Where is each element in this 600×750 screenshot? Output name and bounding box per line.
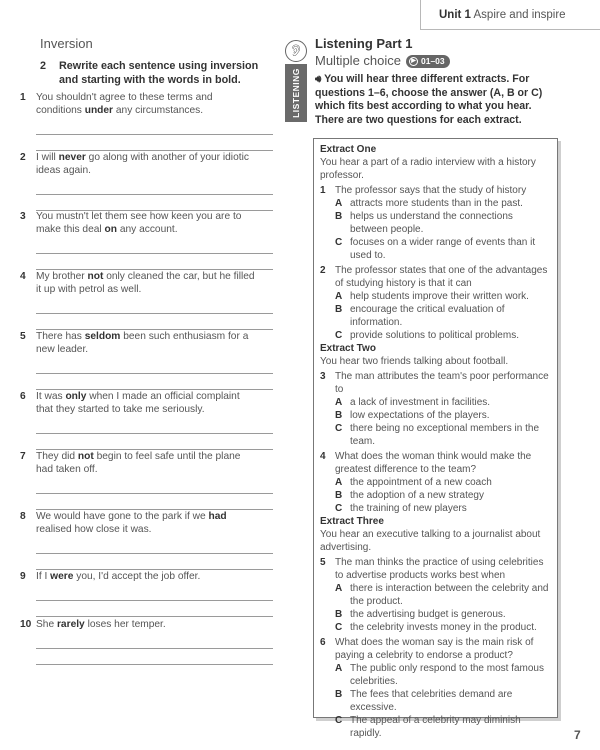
- answer-option[interactable]: [320, 608, 551, 621]
- listening-instruction: [315, 73, 560, 127]
- answer-line[interactable]: [36, 493, 273, 494]
- option-text: attracts more students than in the past.: [350, 198, 523, 209]
- answer-line[interactable]: [36, 664, 273, 665]
- option-letter: B: [335, 689, 343, 700]
- item-text-post: when I made an official complaint that they started to take me seriously.: [36, 391, 240, 415]
- item-text-post: realised how close it was.: [36, 524, 152, 535]
- unit-title: Aspire and inspire: [473, 9, 566, 21]
- item-text-post: go along with another of your idiotic ideas again.: [36, 152, 249, 176]
- item-text-post: loses her temper.: [84, 619, 166, 630]
- item-number: 4: [20, 271, 26, 282]
- answer-line[interactable]: [36, 253, 273, 254]
- item-text: [36, 210, 256, 236]
- item-text: [36, 151, 256, 177]
- item-text-pre: She: [36, 619, 57, 630]
- answer-option[interactable]: [320, 210, 551, 236]
- question-number: 5: [320, 557, 326, 568]
- ear-icon: 👂︎: [285, 40, 307, 62]
- item-text-post: been such enthusiasm for a new leader.: [36, 331, 249, 355]
- answer-line[interactable]: [36, 553, 273, 554]
- item-text: [36, 570, 200, 583]
- audio-icon: ▶: [409, 57, 418, 66]
- extract-title: Extract Two: [320, 343, 376, 354]
- item-text-pre: It was: [36, 391, 66, 402]
- exercise-item: [20, 151, 256, 177]
- question-text: The man thinks the practice of using celebrities to advertise products works best when: [335, 557, 544, 581]
- extract-title: Extract Three: [320, 516, 384, 527]
- item-number: 3: [20, 211, 26, 222]
- answer-option[interactable]: [320, 303, 551, 329]
- audio-track-badge[interactable]: [406, 55, 450, 68]
- option-text: help students improve their written work.: [350, 291, 529, 302]
- item-keyword: not: [77, 451, 94, 462]
- option-letter: B: [335, 211, 343, 222]
- instruction-option: A: [493, 86, 502, 99]
- item-keyword: seldom: [84, 331, 121, 342]
- question-number: 4: [320, 451, 326, 462]
- item-number: 10: [20, 619, 32, 630]
- question-number: 1: [320, 185, 326, 196]
- instruction-text: [59, 59, 280, 87]
- item-text-post: any account.: [116, 224, 178, 235]
- answer-option[interactable]: [320, 236, 551, 262]
- option-letter: A: [335, 663, 343, 674]
- answer-option[interactable]: [320, 422, 551, 448]
- option-letter: A: [335, 291, 343, 302]
- answer-option[interactable]: [320, 662, 551, 688]
- item-keyword: not: [87, 271, 104, 282]
- answer-option[interactable]: [320, 582, 551, 608]
- instruction-pre: Rewrite each sentence using inversion and starting with the words in: [59, 60, 259, 86]
- question-number: 2: [320, 265, 326, 276]
- listening-title: Listening Part 1: [315, 36, 413, 51]
- answer-option[interactable]: [320, 621, 551, 634]
- question-text: The professor states that one of the advantages of studying history is that it can: [335, 265, 548, 289]
- unit-number: Unit 1: [439, 9, 471, 21]
- option-text: The fees that celebrities demand are excessive.: [350, 689, 513, 713]
- item-text-pre: You shouldn't agree to these terms and conditions: [36, 92, 213, 116]
- instruction-range: 1–6: [367, 86, 386, 99]
- instruction-part: ) which fits best according to what you hear. There are two questions for each extract.: [315, 86, 543, 126]
- exercise-item: [20, 91, 256, 117]
- option-letter: C: [335, 503, 343, 514]
- item-text-pre: If I: [36, 571, 51, 582]
- option-letter: B: [335, 609, 343, 620]
- option-letter: C: [335, 330, 343, 341]
- answer-line[interactable]: [36, 134, 273, 135]
- option-letter: A: [335, 583, 343, 594]
- question-text: The professor says that the study of history: [335, 185, 527, 196]
- item-text-pre: I will: [36, 152, 59, 163]
- listening-label-bar: [285, 64, 307, 122]
- option-text: the adoption of a new strategy: [350, 490, 484, 501]
- listening-label: LISTENING: [291, 68, 301, 118]
- option-text: provide solutions to political problems.: [350, 330, 519, 341]
- exercise-number: 2: [40, 60, 47, 72]
- question: [320, 370, 551, 396]
- item-text-post: any circumstances.: [113, 105, 204, 116]
- option-letter: A: [335, 198, 343, 209]
- item-text: [36, 330, 256, 356]
- option-letter: A: [335, 477, 343, 488]
- item-keyword: were: [50, 571, 74, 582]
- item-keyword: only: [65, 391, 87, 402]
- instruction-option: C: [531, 86, 539, 99]
- inversion-section: [40, 36, 280, 87]
- item-text-pre: My brother: [36, 271, 88, 282]
- listening-subtitle: Multiple choice: [315, 53, 401, 68]
- listening-section: [315, 36, 560, 127]
- answer-option[interactable]: [320, 714, 551, 740]
- item-keyword: had: [208, 511, 227, 522]
- unit-header: [420, 0, 600, 30]
- exercise-item: [20, 210, 256, 236]
- option-text: the training of new players: [350, 503, 467, 514]
- extract-title: Extract One: [320, 144, 377, 155]
- answer-line[interactable]: [36, 616, 273, 617]
- option-text: the appointment of a new coach: [350, 477, 492, 488]
- question: [320, 184, 551, 197]
- option-letter: C: [335, 715, 343, 726]
- option-text: The appeal of a celebrity may diminish rapidly.: [350, 715, 521, 739]
- instruction-option: B: [506, 86, 515, 99]
- item-number: 9: [20, 571, 26, 582]
- extract-intro: You hear a part of a radio interview with a history professor.: [320, 157, 536, 181]
- item-text-post: you, I'd accept the job offer.: [73, 571, 201, 582]
- instruction-post: .: [237, 74, 241, 86]
- option-text: encourage the critical evaluation of information.: [350, 304, 505, 328]
- answer-line[interactable]: [36, 600, 273, 601]
- item-text-post: only cleaned the car, but he filled it up with petrol as well.: [36, 271, 255, 295]
- option-letter: C: [335, 622, 343, 633]
- item-text: [36, 450, 256, 476]
- question: [320, 450, 551, 476]
- option-text: the celebrity invests money in the product.: [350, 622, 537, 633]
- option-text: helps us understand the connections between people.: [350, 211, 513, 235]
- answer-option[interactable]: [320, 396, 551, 409]
- option-letter: A: [335, 397, 343, 408]
- answer-line[interactable]: [36, 313, 273, 314]
- item-number: 1: [20, 92, 26, 103]
- option-letter: B: [335, 490, 343, 501]
- option-letter: C: [335, 423, 343, 434]
- exercise-item: [20, 450, 256, 476]
- item-number: 6: [20, 391, 26, 402]
- item-number: 7: [20, 451, 26, 462]
- answer-option[interactable]: [320, 476, 551, 489]
- answer-option[interactable]: [320, 409, 551, 422]
- extract-intro: You hear two friends talking about football.: [320, 356, 509, 367]
- exercise-item: [20, 330, 256, 356]
- instruction-part: , choose the answer (: [385, 86, 494, 99]
- answer-option[interactable]: [320, 329, 551, 342]
- item-number: 2: [20, 152, 26, 163]
- item-text: [36, 91, 256, 117]
- section-title: Inversion: [40, 36, 93, 51]
- instruction-part: You will hear three different extracts. For questions: [315, 73, 530, 99]
- exercise-item: [20, 510, 256, 536]
- item-keyword: on: [104, 224, 117, 235]
- item-text-pre: They did: [36, 451, 78, 462]
- item-text-pre: We would have gone to the park if we: [36, 511, 209, 522]
- item-keyword: under: [84, 105, 114, 116]
- item-number: 5: [20, 331, 26, 342]
- question-number: 6: [320, 637, 326, 648]
- option-text: focuses on a wider range of events than it used to.: [350, 237, 536, 261]
- item-text: [36, 270, 256, 296]
- instruction-bold: bold: [214, 74, 238, 86]
- question-text: What does the woman think would make the greatest difference to the team?: [335, 451, 532, 475]
- answer-option[interactable]: [320, 489, 551, 502]
- listening-tab: [285, 40, 307, 122]
- option-text: low expectations of the players.: [350, 410, 490, 421]
- item-text: [36, 390, 256, 416]
- item-number: 8: [20, 511, 26, 522]
- page-number: 7: [574, 728, 581, 742]
- exercise-item: [20, 270, 256, 296]
- exercise-instruction: [40, 59, 280, 87]
- instruction-sep: or: [514, 86, 532, 99]
- item-text-post: begin to feel safe until the plane had taken off.: [36, 451, 241, 475]
- answer-option[interactable]: [320, 290, 551, 303]
- item-keyword: never: [58, 152, 86, 163]
- speaker-icon: 🔊︎: [315, 74, 322, 85]
- option-text: a lack of investment in facilities.: [350, 397, 491, 408]
- option-text: there being no exceptional members in the team.: [350, 423, 540, 447]
- answer-option[interactable]: [320, 502, 551, 515]
- answer-line[interactable]: [36, 194, 273, 195]
- item-text: [36, 510, 256, 536]
- item-text-pre: You mustn't let them see how keen you are to make this deal: [36, 211, 242, 235]
- exercise-item: [20, 618, 256, 631]
- answer-option[interactable]: [320, 197, 551, 210]
- answer-line[interactable]: [36, 648, 273, 649]
- option-text: The public only respond to the most famous celebrities.: [350, 663, 544, 687]
- listening-subtitle-row: [315, 52, 560, 70]
- extracts-box: [313, 138, 558, 739]
- option-letter: B: [335, 304, 343, 315]
- question: [320, 264, 551, 290]
- audio-track-number: 01–03: [421, 56, 445, 66]
- item-keyword: rarely: [56, 619, 85, 630]
- question: [320, 636, 551, 662]
- item-text: [36, 618, 166, 631]
- exercise-item: [20, 570, 256, 583]
- answer-line[interactable]: [36, 433, 273, 434]
- answer-option[interactable]: [320, 688, 551, 714]
- extract-intro: You hear an executive talking to a journalist about advertising.: [320, 529, 541, 553]
- question-text: The man attributes the team's poor performance to: [335, 371, 549, 395]
- question-number: 3: [320, 371, 326, 382]
- exercise-item: [20, 390, 256, 416]
- option-letter: C: [335, 237, 343, 248]
- option-text: the advertising budget is generous.: [350, 609, 506, 620]
- option-letter: B: [335, 410, 343, 421]
- item-text-pre: There has: [36, 331, 85, 342]
- answer-line[interactable]: [36, 373, 273, 374]
- option-text: there is interaction between the celebrity and the product.: [350, 583, 549, 607]
- question-text: What does the woman say is the main risk of paying a celebrity to endorse a product?: [335, 637, 534, 661]
- instruction-sep: ,: [501, 86, 507, 99]
- question: [320, 556, 551, 582]
